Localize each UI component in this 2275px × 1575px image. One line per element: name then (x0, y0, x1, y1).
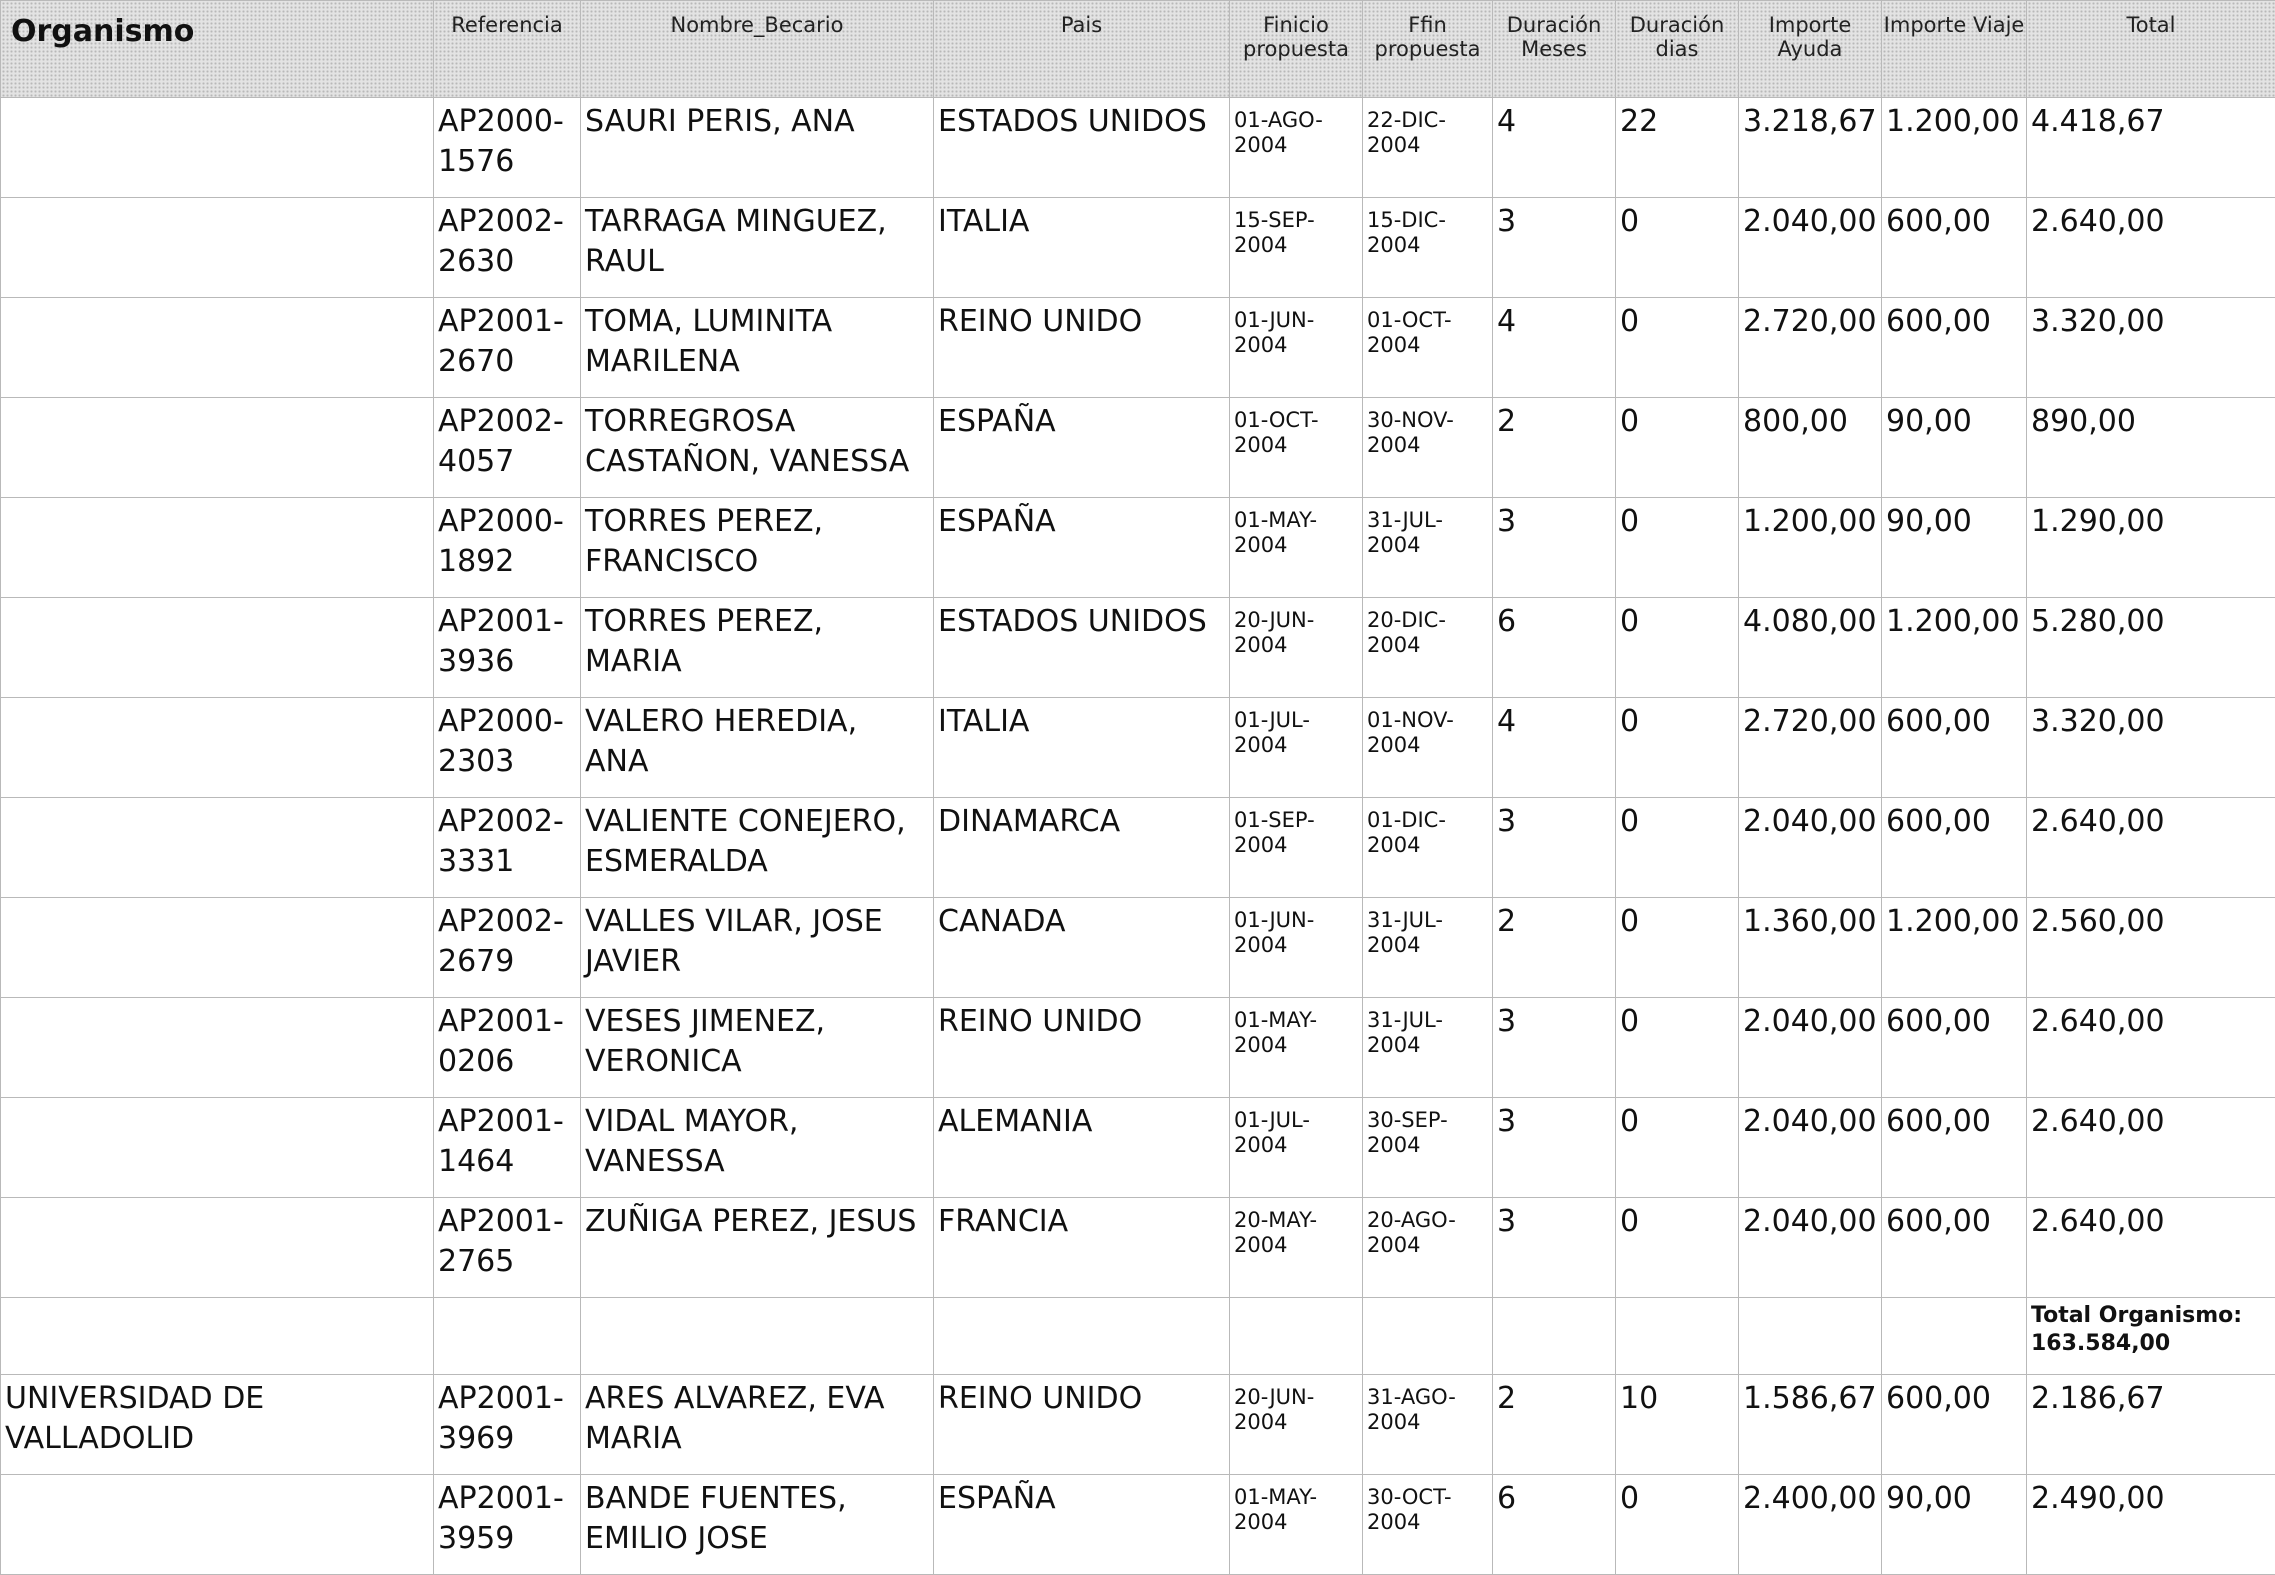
empty-cell (1882, 1298, 2027, 1375)
pais-cell: REINO UNIDO (934, 298, 1230, 398)
pais-cell: ALEMANIA (934, 1098, 1230, 1198)
organismo-cell (1, 398, 434, 498)
referencia-cell: AP2002-2679 (434, 898, 581, 998)
col-header-ffin: Ffin propuesta (1363, 1, 1493, 98)
nombre-cell: VALERO HEREDIA, ANA (581, 698, 934, 798)
organismo-cell (1, 98, 434, 198)
importe-ayuda-cell: 1.360,00 (1739, 898, 1882, 998)
finicio-cell: 01-JUL-2004 (1230, 698, 1363, 798)
duracion-meses-cell: 3 (1493, 798, 1616, 898)
finicio-cell: 20-JUN-2004 (1230, 598, 1363, 698)
referencia-cell: AP2001-3969 (434, 1375, 581, 1475)
pais-cell: REINO UNIDO (934, 998, 1230, 1098)
ffin-cell: 31-JUL-2004 (1363, 898, 1493, 998)
ffin-cell: 30-SEP-2004 (1363, 1098, 1493, 1198)
empty-cell (1, 1298, 434, 1375)
duracion-meses-cell: 2 (1493, 398, 1616, 498)
organismo-cell (1, 1098, 434, 1198)
finicio-cell: 20-MAY-2004 (1230, 1198, 1363, 1298)
referencia-cell: AP2001-2670 (434, 298, 581, 398)
referencia-cell: AP2002-4057 (434, 398, 581, 498)
importe-viaje-cell: 600,00 (1882, 998, 2027, 1098)
importe-viaje-cell: 90,00 (1882, 498, 2027, 598)
duracion-meses-cell: 2 (1493, 1375, 1616, 1475)
nombre-cell: TARRAGA MINGUEZ, RAUL (581, 198, 934, 298)
col-header-total: Total (2027, 1, 2275, 98)
total-cell: 890,00 (2027, 398, 2275, 498)
importe-ayuda-cell: 2.720,00 (1739, 698, 1882, 798)
organismo-cell (1, 798, 434, 898)
empty-cell (1363, 1298, 1493, 1375)
pais-cell: ESTADOS UNIDOS (934, 598, 1230, 698)
total-cell: 5.280,00 (2027, 598, 2275, 698)
total-cell: 2.640,00 (2027, 998, 2275, 1098)
duracion-dias-cell: 0 (1616, 298, 1739, 398)
finicio-cell: 15-SEP-2004 (1230, 198, 1363, 298)
ffin-cell: 31-JUL-2004 (1363, 498, 1493, 598)
table-row (1, 698, 2275, 798)
table-row (1, 198, 2275, 298)
organismo-cell (1, 998, 434, 1098)
duracion-meses-cell: 4 (1493, 698, 1616, 798)
importe-ayuda-cell: 2.040,00 (1739, 1198, 1882, 1298)
importe-viaje-cell: 600,00 (1882, 798, 2027, 898)
importe-ayuda-cell: 2.040,00 (1739, 1098, 1882, 1198)
organismo-cell (1, 1475, 434, 1575)
organismo-cell (1, 498, 434, 598)
ffin-cell: 30-NOV-2004 (1363, 398, 1493, 498)
nombre-cell: TORRES PEREZ, MARIA (581, 598, 934, 698)
empty-cell (1230, 1298, 1363, 1375)
referencia-cell: AP2000-1576 (434, 98, 581, 198)
nombre-cell: ZUÑIGA PEREZ, JESUS (581, 1198, 934, 1298)
col-header-importe-viaje: Importe Viaje (1882, 1, 2027, 98)
importe-ayuda-cell: 2.040,00 (1739, 998, 1882, 1098)
finicio-cell: 20-JUN-2004 (1230, 1375, 1363, 1475)
total-cell: 2.186,67 (2027, 1375, 2275, 1475)
importe-viaje-cell: 600,00 (1882, 298, 2027, 398)
duracion-dias-cell: 0 (1616, 1198, 1739, 1298)
pais-cell: ESPAÑA (934, 398, 1230, 498)
col-header-importe-ayuda: Importe Ayuda (1739, 1, 1882, 98)
duracion-meses-cell: 2 (1493, 898, 1616, 998)
nombre-cell: SAURI PERIS, ANA (581, 98, 934, 198)
importe-ayuda-cell: 1.200,00 (1739, 498, 1882, 598)
empty-cell (434, 1298, 581, 1375)
organismo-cell (1, 1198, 434, 1298)
importe-viaje-cell: 90,00 (1882, 1475, 2027, 1575)
duracion-meses-cell: 3 (1493, 1198, 1616, 1298)
table-row (1, 1375, 2275, 1475)
duracion-dias-cell: 0 (1616, 798, 1739, 898)
organismo-cell (1, 598, 434, 698)
col-header-duracion-meses: Duración Meses (1493, 1, 1616, 98)
empty-cell (934, 1298, 1230, 1375)
total-cell: 2.560,00 (2027, 898, 2275, 998)
referencia-cell: AP2001-0206 (434, 998, 581, 1098)
table-body (1, 98, 2275, 1575)
table-row (1, 1475, 2275, 1575)
total-cell: 2.640,00 (2027, 798, 2275, 898)
referencia-cell: AP2000-1892 (434, 498, 581, 598)
table-row (1, 1098, 2275, 1198)
duracion-dias-cell: 0 (1616, 698, 1739, 798)
ffin-cell: 20-DIC-2004 (1363, 598, 1493, 698)
pais-cell: CANADA (934, 898, 1230, 998)
duracion-dias-cell: 0 (1616, 1475, 1739, 1575)
duracion-dias-cell: 0 (1616, 898, 1739, 998)
table-row (1, 398, 2275, 498)
empty-cell (1739, 1298, 1882, 1375)
pais-cell: ITALIA (934, 198, 1230, 298)
importe-viaje-cell: 1.200,00 (1882, 598, 2027, 698)
nombre-cell: TORRES PEREZ, FRANCISCO (581, 498, 934, 598)
table-row (1, 498, 2275, 598)
organismo-cell: UNIVERSIDAD DE VALLADOLID (1, 1375, 434, 1475)
col-header-finicio: Finicio propuesta (1230, 1, 1363, 98)
referencia-cell: AP2001-3959 (434, 1475, 581, 1575)
duracion-meses-cell: 3 (1493, 198, 1616, 298)
finicio-cell: 01-OCT-2004 (1230, 398, 1363, 498)
finicio-cell: 01-JUN-2004 (1230, 898, 1363, 998)
col-header-duracion-dias: Duración dias (1616, 1, 1739, 98)
finicio-cell: 01-JUN-2004 (1230, 298, 1363, 398)
total-organismo-value: Total Organismo: 163.584,00 (2027, 1298, 2275, 1375)
referencia-cell: AP2001-2765 (434, 1198, 581, 1298)
nombre-cell: BANDE FUENTES, EMILIO JOSE (581, 1475, 934, 1575)
empty-cell (581, 1298, 934, 1375)
finicio-cell: 01-MAY-2004 (1230, 1475, 1363, 1575)
nombre-cell: VALIENTE CONEJERO, ESMERALDA (581, 798, 934, 898)
total-cell: 3.320,00 (2027, 698, 2275, 798)
nombre-cell: ARES ALVAREZ, EVA MARIA (581, 1375, 934, 1475)
pais-cell: DINAMARCA (934, 798, 1230, 898)
importe-ayuda-cell: 2.720,00 (1739, 298, 1882, 398)
pais-cell: FRANCIA (934, 1198, 1230, 1298)
table-row (1, 1198, 2275, 1298)
referencia-cell: AP2002-2630 (434, 198, 581, 298)
total-cell: 1.290,00 (2027, 498, 2275, 598)
ffin-cell: 31-AGO-2004 (1363, 1375, 1493, 1475)
pais-cell: ITALIA (934, 698, 1230, 798)
importe-ayuda-cell: 4.080,00 (1739, 598, 1882, 698)
organismo-cell (1, 698, 434, 798)
total-cell: 4.418,67 (2027, 98, 2275, 198)
referencia-cell: AP2000-2303 (434, 698, 581, 798)
header-row (1, 1, 2275, 98)
importe-ayuda-cell: 2.400,00 (1739, 1475, 1882, 1575)
table-row (1, 598, 2275, 698)
duracion-meses-cell: 4 (1493, 98, 1616, 198)
referencia-cell: AP2001-3936 (434, 598, 581, 698)
importe-viaje-cell: 600,00 (1882, 1098, 2027, 1198)
table-row (1, 998, 2275, 1098)
finicio-cell: 01-AGO-2004 (1230, 98, 1363, 198)
table-row (1, 298, 2275, 398)
duracion-meses-cell: 6 (1493, 598, 1616, 698)
importe-viaje-cell: 600,00 (1882, 1375, 2027, 1475)
referencia-cell: AP2001-1464 (434, 1098, 581, 1198)
importe-viaje-cell: 90,00 (1882, 398, 2027, 498)
duracion-meses-cell: 3 (1493, 498, 1616, 598)
empty-cell (1493, 1298, 1616, 1375)
duracion-meses-cell: 6 (1493, 1475, 1616, 1575)
pais-cell: REINO UNIDO (934, 1375, 1230, 1475)
importe-viaje-cell: 600,00 (1882, 198, 2027, 298)
nombre-cell: VIDAL MAYOR, VANESSA (581, 1098, 934, 1198)
importe-viaje-cell: 600,00 (1882, 698, 2027, 798)
col-header-referencia: Referencia (434, 1, 581, 98)
duracion-dias-cell: 0 (1616, 498, 1739, 598)
finicio-cell: 01-SEP-2004 (1230, 798, 1363, 898)
ffin-cell: 01-OCT-2004 (1363, 298, 1493, 398)
duracion-dias-cell: 0 (1616, 398, 1739, 498)
total-organismo-row (1, 1298, 2275, 1375)
finicio-cell: 01-MAY-2004 (1230, 498, 1363, 598)
total-cell: 3.320,00 (2027, 298, 2275, 398)
col-header-pais: Pais (934, 1, 1230, 98)
total-cell: 2.640,00 (2027, 1098, 2275, 1198)
finicio-cell: 01-JUL-2004 (1230, 1098, 1363, 1198)
ffin-cell: 15-DIC-2004 (1363, 198, 1493, 298)
col-header-nombre: Nombre_Becario (581, 1, 934, 98)
importe-ayuda-cell: 1.586,67 (1739, 1375, 1882, 1475)
table-row (1, 898, 2275, 998)
importe-viaje-cell: 1.200,00 (1882, 898, 2027, 998)
organismo-cell (1, 198, 434, 298)
ffin-cell: 20-AGO-2004 (1363, 1198, 1493, 1298)
table-row (1, 798, 2275, 898)
importe-viaje-cell: 1.200,00 (1882, 98, 2027, 198)
nombre-cell: TOMA, LUMINITA MARILENA (581, 298, 934, 398)
duracion-meses-cell: 4 (1493, 298, 1616, 398)
nombre-cell: TORREGROSA CASTAÑON, VANESSA (581, 398, 934, 498)
total-cell: 2.640,00 (2027, 1198, 2275, 1298)
ffin-cell: 30-OCT-2004 (1363, 1475, 1493, 1575)
duracion-dias-cell: 0 (1616, 198, 1739, 298)
ffin-cell: 31-JUL-2004 (1363, 998, 1493, 1098)
pais-cell: ESPAÑA (934, 1475, 1230, 1575)
duracion-dias-cell: 0 (1616, 598, 1739, 698)
organismo-cell (1, 298, 434, 398)
duracion-meses-cell: 3 (1493, 998, 1616, 1098)
importe-ayuda-cell: 800,00 (1739, 398, 1882, 498)
duracion-meses-cell: 3 (1493, 1098, 1616, 1198)
duracion-dias-cell: 22 (1616, 98, 1739, 198)
table-row (1, 98, 2275, 198)
organismo-cell (1, 898, 434, 998)
importe-ayuda-cell: 2.040,00 (1739, 798, 1882, 898)
pais-cell: ESPAÑA (934, 498, 1230, 598)
nombre-cell: VALLES VILAR, JOSE JAVIER (581, 898, 934, 998)
finicio-cell: 01-MAY-2004 (1230, 998, 1363, 1098)
total-cell: 2.640,00 (2027, 198, 2275, 298)
duracion-dias-cell: 0 (1616, 1098, 1739, 1198)
duracion-dias-cell: 10 (1616, 1375, 1739, 1475)
referencia-cell: AP2002-3331 (434, 798, 581, 898)
total-cell: 2.490,00 (2027, 1475, 2275, 1575)
importe-viaje-cell: 600,00 (1882, 1198, 2027, 1298)
ffin-cell: 01-NOV-2004 (1363, 698, 1493, 798)
col-header-organismo: Organismo (1, 1, 434, 98)
empty-cell (1616, 1298, 1739, 1375)
importe-ayuda-cell: 2.040,00 (1739, 198, 1882, 298)
ffin-cell: 22-DIC-2004 (1363, 98, 1493, 198)
importe-ayuda-cell: 3.218,67 (1739, 98, 1882, 198)
duracion-dias-cell: 0 (1616, 998, 1739, 1098)
nombre-cell: VESES JIMENEZ, VERONICA (581, 998, 934, 1098)
ffin-cell: 01-DIC-2004 (1363, 798, 1493, 898)
pais-cell: ESTADOS UNIDOS (934, 98, 1230, 198)
